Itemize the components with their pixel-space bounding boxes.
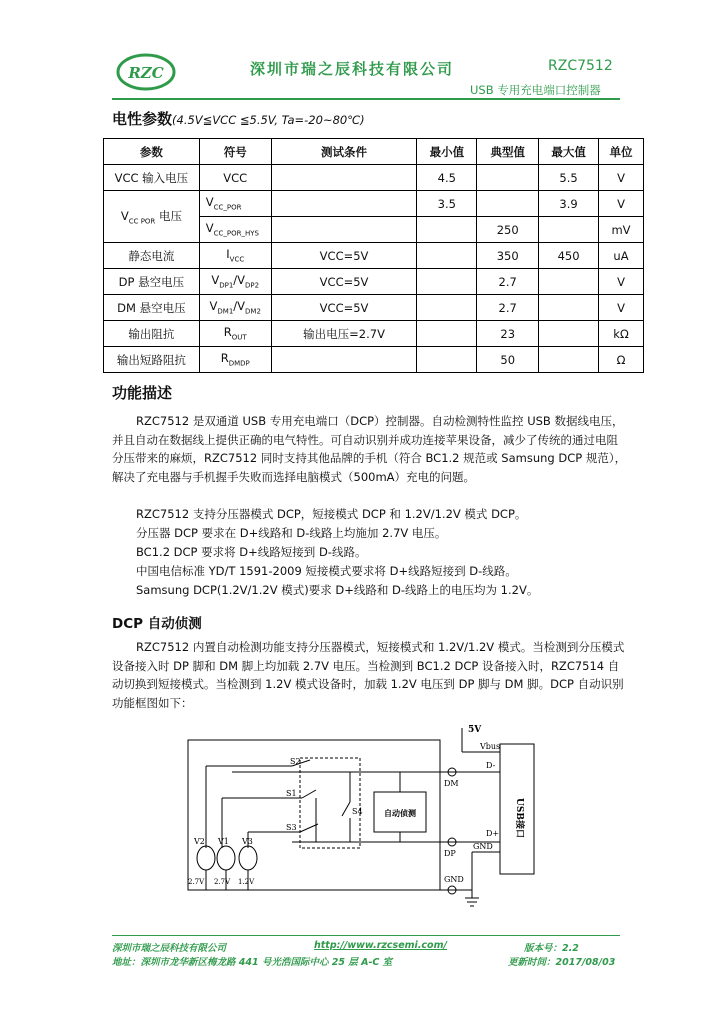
header-cell: 最小值	[417, 139, 477, 165]
symbol-sub-2: DM2	[245, 307, 261, 316]
symbol-sub: CC_POR	[213, 203, 242, 212]
symbol-main-2: /V	[233, 273, 246, 288]
min-cell: 4.5	[417, 165, 477, 191]
footer-address: 地址：深圳市龙华新区梅龙路 441 号光浩国际中心 25 层 A-C 室	[112, 957, 393, 968]
unit-cell: V	[599, 269, 644, 295]
symbol-main: V	[205, 221, 214, 236]
header-cell: 最大值	[539, 139, 599, 165]
footer-divider	[112, 935, 620, 936]
param-cell: 输出短路阻抗	[104, 347, 200, 373]
label-d-minus: D-	[486, 761, 496, 770]
table-row	[104, 191, 644, 217]
symbol-cell	[199, 347, 271, 373]
typ-cell: 23	[477, 321, 539, 347]
max-cell	[539, 347, 599, 373]
param-main: V	[120, 208, 129, 223]
label-usb-port: USB接口	[514, 798, 524, 838]
function-heading: 功能描述	[112, 384, 173, 402]
min-cell	[417, 269, 477, 295]
v2-source	[197, 846, 215, 870]
function-line-1: RZC7512 支持分压器模式 DCP，短接模式 DCP 和 1.2V/1.2V 模式 DCP。	[136, 507, 527, 521]
symbol-cell	[199, 243, 271, 269]
param-cell: DM 悬空电压	[104, 295, 200, 321]
label-gnd-port: GND	[473, 842, 493, 851]
table-row	[104, 269, 644, 295]
typ-cell	[477, 191, 539, 217]
unit-cell: V	[599, 165, 644, 191]
label-v2: V2	[194, 837, 205, 846]
dcp-text: RZC7512 内置自动检测功能支持分压器模式，短接模式和 1.2V/1.2V 模式。当检测到分压模式设备接入时 DP 脚和 DM 脚上均加载 2.7V 电压。当检测到 BC1.2 DCP 设备接入时，RZC7514 自动切换到短接模式。当检测到 1.2V 模式设备时，加载 1.2V 电压到 DP 脚与 DM 脚。DCP 自动识别功能框图如下：	[112, 640, 625, 710]
dcp-block-diagram	[182, 718, 542, 918]
param-cell	[104, 191, 200, 243]
table-row	[104, 165, 644, 191]
footer-version: 版本号：2.2	[524, 943, 579, 954]
electrical-conditions: (4.5V≦VCC ≦5.5V, Ta=-20~80℃)	[172, 113, 365, 127]
symbol-sub: VCC	[229, 255, 245, 264]
condition-cell: VCC=5V	[271, 269, 417, 295]
symbol-cell	[199, 269, 271, 295]
table-header-row	[104, 139, 644, 165]
function-intro: RZC7512 是双通道 USB 专用充电端口（DCP）控制器。自动检测特性监控 USB 数据线电压，并且自动在数据线上提供正确的电气特性。可自动识别并成功连接苹果设备，减少了传统的通过电阻分压带来的麻烦，RZC7512 同时支持其他品牌的手机（符合 BC1.2 规范或 Samsung DCP 规范），解决了充电器与手机握手失败而选择电脑模式（500mA）充电的问题。	[112, 414, 627, 484]
param-cell: 输出阻抗	[104, 321, 200, 347]
unit-cell: kΩ	[599, 321, 644, 347]
function-line-3: BC1.2 DCP 要求将 D+线路短接到 D-线路。	[136, 545, 367, 559]
header-cell: 测试条件	[271, 139, 417, 165]
table-row	[104, 243, 644, 269]
header-cell: 符号	[199, 139, 271, 165]
unit-cell: uA	[599, 243, 644, 269]
table-row	[104, 321, 644, 347]
max-cell	[539, 269, 599, 295]
document-subtitle: USB 专用充电端口控制器	[470, 83, 601, 97]
unit-cell: mV	[599, 217, 644, 243]
param-cell: DP 悬空电压	[104, 269, 200, 295]
electrical-table	[103, 138, 644, 373]
label-gnd: GND	[444, 875, 464, 884]
symbol-main: V	[211, 273, 220, 288]
min-cell	[417, 347, 477, 373]
label-dm: DM	[444, 779, 459, 788]
condition-cell	[271, 191, 417, 217]
max-cell	[539, 217, 599, 243]
typ-cell: 2.7	[477, 269, 539, 295]
typ-cell: 250	[477, 217, 539, 243]
label-v1: V1	[218, 837, 229, 846]
label-v3: V3	[242, 837, 253, 846]
param-sub: CC POR	[128, 217, 156, 226]
condition-cell: VCC=5V	[271, 243, 417, 269]
param-cell: VCC 输入电压	[104, 165, 200, 191]
s4-switch	[342, 802, 350, 816]
s1-switch	[302, 790, 316, 798]
header-cell: 典型值	[477, 139, 539, 165]
min-cell	[417, 321, 477, 347]
label-s2: S2	[290, 757, 301, 766]
function-line-2: 分压器 DCP 要求在 D+线路和 D-线路上均施加 2.7V 电压。	[136, 526, 447, 540]
symbol-main: V	[209, 299, 218, 314]
function-line-5: Samsung DCP(1.2V/1.2V 模式)要求 D+线路和 D-线路上的电压均为 1.2V。	[136, 583, 539, 597]
logo-text: RZC	[128, 64, 164, 82]
symbol-main-2: /V	[233, 299, 246, 314]
header-cell: 参数	[104, 139, 200, 165]
label-v3-value: 1.2V	[238, 878, 255, 886]
max-cell	[539, 295, 599, 321]
max-cell: 3.9	[539, 191, 599, 217]
company-name: 深圳市瑞之辰科技有限公司	[250, 60, 455, 78]
electrical-heading	[112, 108, 365, 129]
max-cell: 450	[539, 243, 599, 269]
electrical-title: 电性参数	[112, 110, 173, 128]
label-v1-value: 2.7V	[214, 878, 231, 886]
symbol-sub: CC_POR_HYS	[213, 229, 259, 238]
label-auto-detect: 自动侦测	[384, 808, 416, 818]
symbol-sub: DM1	[217, 307, 234, 316]
unit-cell: V	[599, 295, 644, 321]
symbol-main: R	[220, 351, 229, 366]
footer-updated: 更新时间：2017/08/03	[508, 957, 616, 968]
symbol-cell	[199, 321, 271, 347]
label-s4: S4	[352, 807, 363, 816]
min-cell	[417, 243, 477, 269]
symbol-sub-2: DP2	[245, 281, 260, 290]
header-divider	[112, 98, 620, 100]
symbol-cell	[199, 191, 271, 217]
typ-cell	[477, 165, 539, 191]
symbol-main: I	[226, 247, 230, 262]
table-row	[104, 347, 644, 373]
symbol-cell	[199, 295, 271, 321]
s3-switch	[300, 824, 318, 832]
dcp-heading: DCP 自动侦测	[112, 616, 202, 632]
v1-source	[217, 846, 235, 870]
min-cell	[417, 295, 477, 321]
condition-cell	[271, 347, 417, 373]
condition-cell: 输出电压=2.7V	[271, 321, 417, 347]
symbol-main: R	[223, 325, 232, 340]
symbol-sub: DP1	[219, 281, 234, 290]
condition-cell	[271, 217, 417, 243]
symbol-cell: VCC	[199, 165, 271, 191]
symbol-cell	[199, 217, 271, 243]
label-vbus: Vbus	[480, 742, 501, 751]
label-5v: 5V	[468, 725, 482, 735]
footer-company: 深圳市瑞之辰科技有限公司	[112, 943, 227, 954]
min-cell	[417, 217, 477, 243]
typ-cell: 350	[477, 243, 539, 269]
label-s1: S1	[286, 789, 297, 798]
symbol-sub: DMDP	[228, 359, 250, 368]
v3-source	[239, 846, 257, 870]
part-number: RZC7512	[548, 58, 613, 74]
footer-url-link[interactable]: http://www.rzcsemi.com/	[314, 940, 447, 951]
condition-cell	[271, 165, 417, 191]
max-cell: 5.5	[539, 165, 599, 191]
function-line-4: 中国电信标准 YD/T 1591-2009 短接模式要求将 D+线路短接到 D-线路。	[136, 564, 517, 578]
param-tail: 电压	[155, 208, 182, 223]
header-cell: 单位	[599, 139, 644, 165]
condition-cell: VCC=5V	[271, 295, 417, 321]
max-cell	[539, 321, 599, 347]
symbol-main: V	[205, 195, 214, 210]
label-d-plus: D+	[486, 829, 500, 838]
param-cell: 静态电流	[104, 243, 200, 269]
unit-cell: Ω	[599, 347, 644, 373]
label-s3: S3	[286, 823, 297, 832]
unit-cell: V	[599, 191, 644, 217]
typ-cell: 50	[477, 347, 539, 373]
label-v2-value: 2.7V	[188, 878, 205, 886]
company-logo	[116, 52, 176, 92]
label-dp: DP	[444, 849, 456, 858]
table-row	[104, 295, 644, 321]
typ-cell: 2.7	[477, 295, 539, 321]
min-cell: 3.5	[417, 191, 477, 217]
symbol-sub: OUT	[231, 333, 247, 342]
